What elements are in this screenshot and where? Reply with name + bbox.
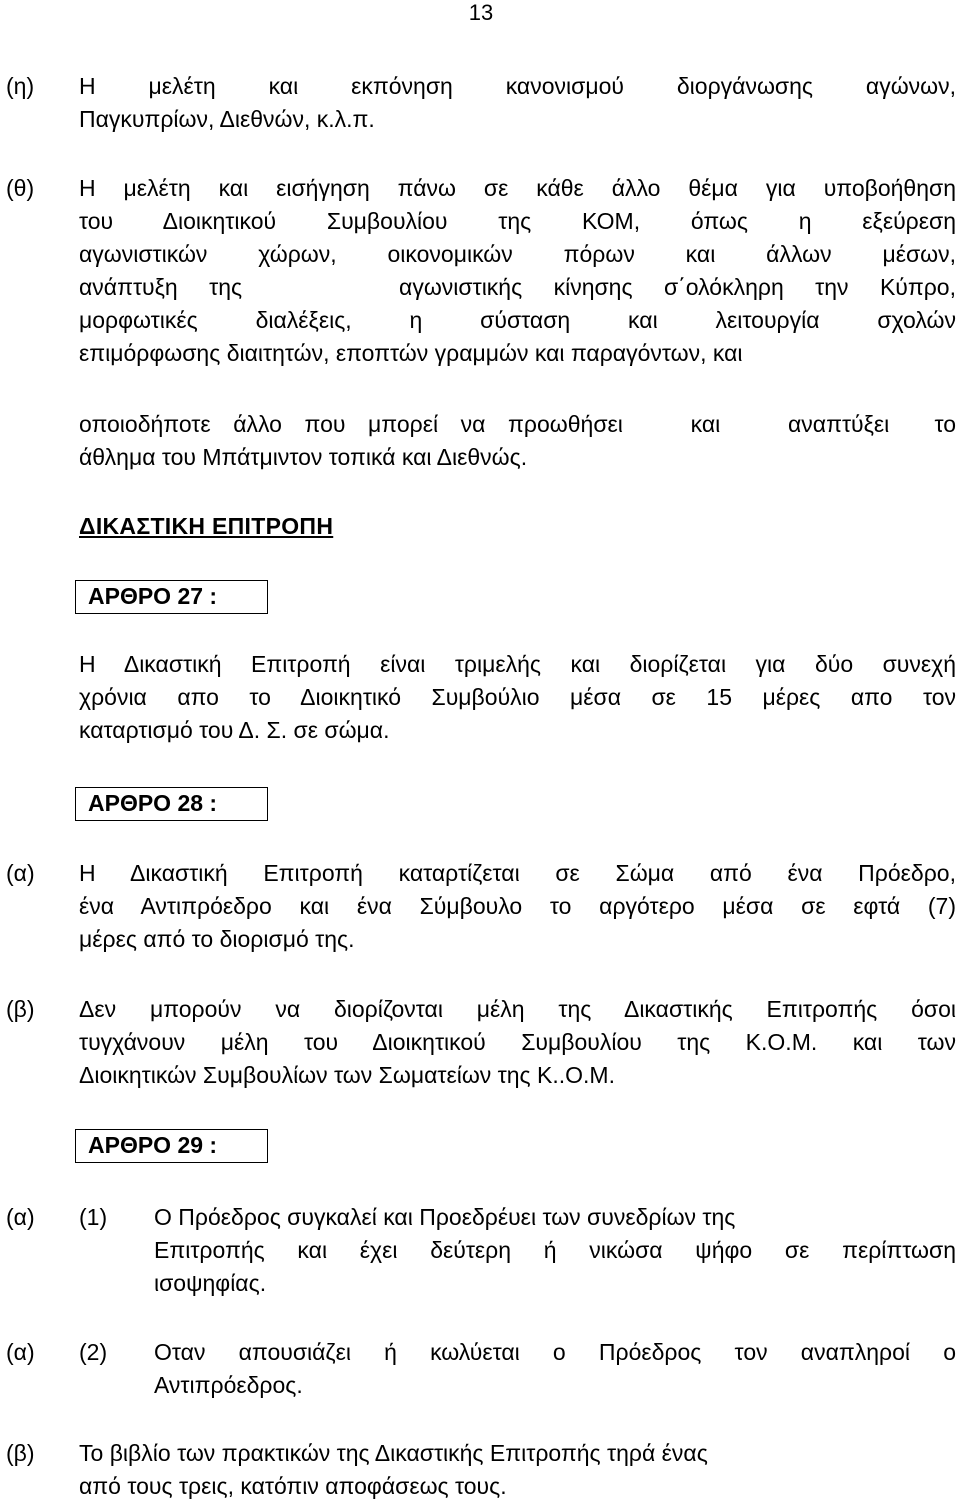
item-label: (α) [6, 860, 35, 886]
item-text [154, 1201, 956, 1300]
item-text [154, 1336, 956, 1402]
page-number: 13 [468, 0, 494, 25]
text-line: οποιοδήποτε άλλο που μπορεί να προωθήσει και αναπτύξει το [79, 411, 956, 437]
text-line: Διοικητικών Συμβουλίων των Σωματείων της Κ..Ο.Μ. [79, 1062, 615, 1088]
text-line: άθλημα του Μπάτμιντον τοπικά και Διεθνώς. [79, 444, 528, 470]
article-27-title: ΑΡΘΡΟ 27 : [75, 580, 268, 614]
item-number: (1) [79, 1204, 108, 1230]
item-label: (η) [6, 73, 35, 99]
item-number: (2) [79, 1339, 108, 1365]
text-line: Αντιπρόεδρος. [154, 1372, 303, 1398]
item-text [79, 648, 956, 747]
text-line: Δεν μπορούν να διορίζονται μέλη της Δικαστικής Επιτροπής όσοι [79, 996, 956, 1022]
text-line: Το βιβλίο των πρακτικών της Δικαστικής Επιτροπής τηρά ένας [79, 1440, 708, 1466]
text-line: από τους τρεις, κατόπιν αποφάσεως τους. [79, 1473, 507, 1499]
text-line: ανάπτυξη της αγωνιστικής κίνησης σ΄ολόκληρη την Κύπρο, [79, 274, 956, 300]
item-label: (θ) [6, 175, 35, 201]
text-line: Επιτροπής και έχει δεύτερη ή νικώσα ψήφο σε περίπτωση [154, 1237, 956, 1263]
text-line: ισοψηφίας. [154, 1270, 267, 1296]
article-28-title: ΑΡΘΡΟ 28 : [75, 787, 268, 821]
text-line: Η μελέτη και εισήγηση πάνω σε κάθε άλλο θέμα για υποβοήθηση [79, 175, 956, 201]
text-line: καταρτισμό του Δ. Σ. σε σώμα. [79, 717, 390, 743]
text-line: αγωνιστικών χώρων, οικονομικών πόρων και άλλων μέσων, [79, 241, 956, 267]
text-line: μορφωτικές διαλέξεις, η σύσταση και λειτουργία σχολών [79, 307, 956, 333]
text-line: Η Δικαστική Επιτροπή είναι τριμελής και διορίζεται για δύο συνεχή [79, 651, 956, 677]
section-heading: ΔΙΚΑΣΤΙΚΗ ΕΠΙΤΡΟΠΗ [79, 513, 334, 539]
text-line: Η Δικαστική Επιτροπή καταρτίζεται σε Σώμα από ένα Πρόεδρο, [79, 860, 956, 886]
item-text [79, 993, 956, 1092]
item-label: (β) [6, 996, 35, 1022]
article-29-title: ΑΡΘΡΟ 29 : [75, 1129, 268, 1163]
text-line: ένα Αντιπρόεδρο και ένα Σύμβουλο το αργότερο μέσα σε εφτά (7) [79, 893, 956, 919]
text-line: Οταν απουσιάζει ή κωλύεται ο Πρόεδρος τον αναπληροί ο [154, 1339, 956, 1365]
text-line: χρόνια απο το Διοικητικό Συμβούλιο μέσα σε 15 μέρες απο τον [79, 684, 956, 710]
item-text [79, 70, 956, 136]
item-text [79, 857, 956, 956]
text-line: επιμόρφωσης διαιτητών, εποπτών γραμμών και παραγόντων, και [79, 340, 743, 366]
item-text [79, 172, 956, 370]
item-label: (α) [6, 1339, 35, 1365]
text-line: Ο Πρόεδρος συγκαλεί και Προεδρέυει των συνεδρίων της [154, 1204, 736, 1230]
text-line: τυγχάνουν μέλη του Διοικητικού Συμβουλίου της Κ.Ο.Μ. και των [79, 1029, 956, 1055]
item-label: (α) [6, 1204, 35, 1230]
item-text [79, 1437, 899, 1503]
text-line: Η μελέτη και εκπόνηση κανονισμού διοργάνωσης αγώνων, [79, 73, 956, 99]
item-label: (β) [6, 1440, 35, 1466]
item-text [79, 408, 956, 474]
text-line: μέρες από το διορισμό της. [79, 926, 355, 952]
text-line: Παγκυπρίων, Διεθνών, κ.λ.π. [79, 106, 375, 132]
text-line: του Διοικητικού Συμβουλίου της ΚΟΜ, όπως η εξεύρεση [79, 208, 956, 234]
